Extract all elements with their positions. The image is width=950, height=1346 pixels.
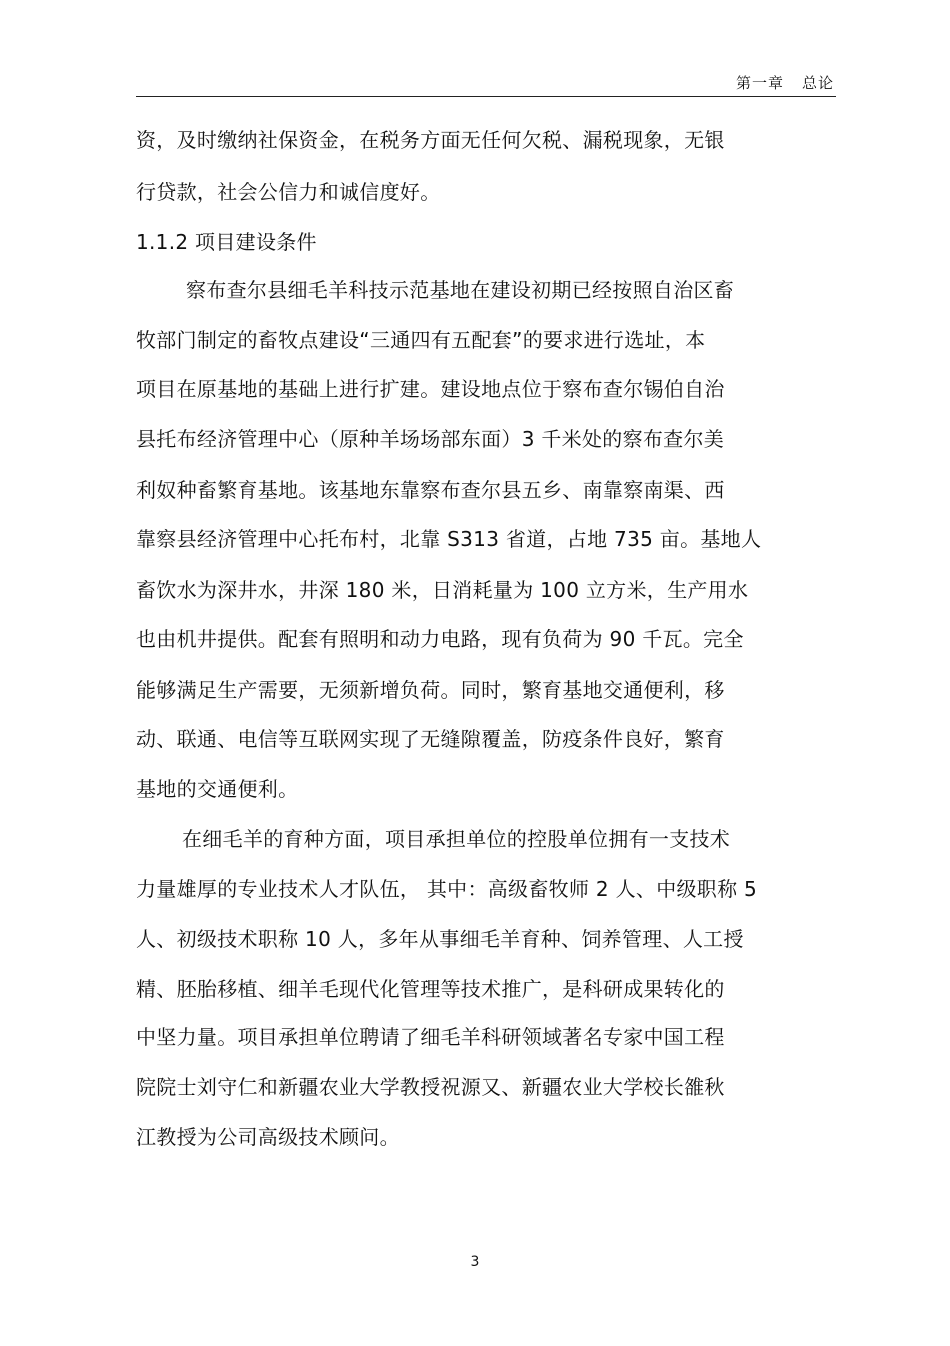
body-line: 牧部门制定的畜牧点建设“三通四有五配套”的要求进行选址，本 [136, 328, 706, 352]
body-line: 畜饮水为深井水，井深 180 米，日消耗量为 100 立方米，生产用水 [136, 578, 749, 602]
body-line: 利奴种畜繁育基地。该基地东靠察布查尔县五乡、南靠察南渠、西 [136, 478, 725, 502]
body-line: 精、胚胎移植、细羊毛现代化管理等技术推广，是科研成果转化的 [136, 977, 725, 1001]
body-line: 力量雄厚的专业技术人才队伍， 其中：高级畜牧师 2 人、中级职称 5 [136, 877, 758, 901]
running-header [136, 70, 836, 97]
header-title: 总论 [801, 74, 834, 92]
body-line: 动、联通、电信等互联网实现了无缝隙覆盖，防疫条件良好，繁育 [136, 727, 725, 751]
header-text [736, 72, 834, 93]
body-line: 项目在原基地的基础上进行扩建。建设地点位于察布查尔锡伯自治 [136, 377, 725, 401]
body-line: 也由机井提供。配套有照明和动力电路，现有负荷为 90 千瓦。完全 [136, 627, 744, 651]
section-heading: 1.1.2 项目建设条件 [136, 230, 317, 254]
body-line: 江教授为公司高级技术顾问。 [136, 1125, 400, 1149]
body-line: 在细毛羊的育种方面，项目承担单位的控股单位拥有一支技术 [182, 827, 731, 851]
body-line: 察布查尔县细毛羊科技示范基地在建设初期已经按照自治区畜 [186, 278, 735, 302]
body-line: 能够满足生产需要，无须新增负荷。同时，繁育基地交通便利，移 [136, 678, 725, 702]
body-line: 院院士刘守仁和新疆农业大学教授祝源又、新疆农业大学校长雒秋 [136, 1075, 725, 1099]
header-chapter: 第一章 [735, 74, 784, 92]
body-line: 中坚力量。项目承担单位聘请了细毛羊科研领域著名专家中国工程 [136, 1025, 725, 1049]
body-line: 基地的交通便利。 [136, 777, 299, 801]
page-number: 3 [470, 1254, 480, 1270]
body-line: 行贷款，社会公信力和诚信度好。 [136, 180, 441, 204]
body-line: 县托布经济管理中心（原种羊场场部东面）3 千米处的察布查尔美 [136, 427, 725, 451]
body-line: 靠察县经济管理中心托布村，北靠 S313 省道，占地 735 亩。基地人 [136, 527, 762, 551]
body-line: 资，及时缴纳社保资金，在税务方面无任何欠税、漏税现象，无银 [136, 128, 725, 152]
body-line: 人、初级技术职称 10 人，多年从事细毛羊育种、饲养管理、人工授 [136, 927, 744, 951]
